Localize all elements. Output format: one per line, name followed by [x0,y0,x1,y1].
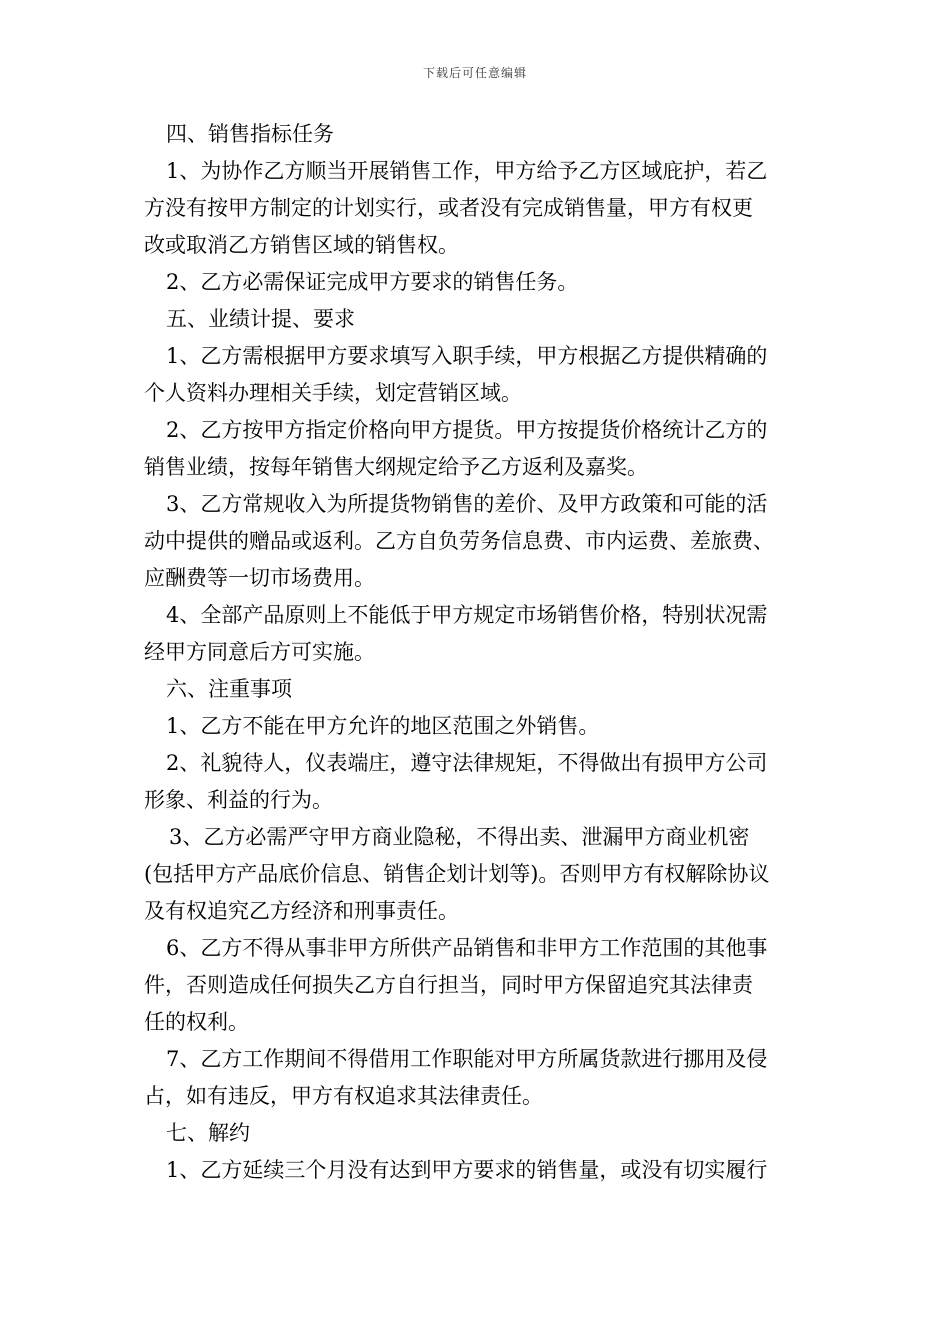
paragraph-line: 1、为协作乙方顺当开展销售工作，甲方给予乙方区域庇护，若乙 [166,159,768,183]
paragraph-line: 4、全部产品原则上不能低于甲方规定市场销售价格，特别状况需 [166,603,768,627]
paragraph-line: 占，如有违反，甲方有权追求其法律责任。 [144,1084,543,1108]
paragraph-line: 改或取消乙方销售区域的销售权。 [144,233,459,257]
paragraph-line: (包括甲方产品底价信息、销售企划计划等)。否则甲方有权解除协议 [144,862,770,886]
section-heading-5: 五、业绩计提、要求 [166,307,355,331]
paragraph-line: 件，否则造成任何损失乙方自行担当，同时甲方保留追究其法律责 [144,973,753,997]
paragraph-line: 动中提供的赠品或返利。乙方自负劳务信息费、市内运费、差旅费、 [144,529,774,553]
paragraph-line: 2、乙方按甲方指定价格向甲方提货。甲方按提货价格统计乙方的 [166,418,768,442]
section-heading-4: 四、销售指标任务 [166,122,334,146]
paragraph-line: 形象、利益的行为。 [144,788,333,812]
paragraph-line: 3、乙方必需严守甲方商业隐秘，不得出卖、泄漏甲方商业机密 [169,825,750,849]
paragraph-line: 2、礼貌待人，仪表端庄，遵守法律规矩，不得做出有损甲方公司 [166,751,768,775]
document-body [144,116,810,1189]
paragraph-line: 个人资料办理相关手续，划定营销区域。 [144,381,522,405]
paragraph-line: 3、乙方常规收入为所提货物销售的差价、及甲方政策和可能的活 [166,492,768,516]
section-heading-6: 六、注重事项 [166,677,292,701]
paragraph-line: 方没有按甲方制定的计划实行，或者没有完成销售量，甲方有权更 [144,196,753,220]
section-heading-7: 七、解约 [166,1121,250,1145]
page-header-note: 下载后可任意编辑 [422,66,527,80]
paragraph-line: 7、乙方工作期间不得借用工作职能对甲方所属货款进行挪用及侵 [166,1047,768,1071]
paragraph-line: 经甲方同意后方可实施。 [144,640,375,664]
paragraph-line: 及有权追究乙方经济和刑事责任。 [144,899,459,923]
paragraph-line: 1、乙方延续三个月没有达到甲方要求的销售量，或没有切实履行 [166,1158,768,1182]
paragraph-line: 1、乙方需根据甲方要求填写入职手续，甲方根据乙方提供精确的 [166,344,768,368]
paragraph-line: 6、乙方不得从事非甲方所供产品销售和非甲方工作范围的其他事 [166,936,768,960]
paragraph-line: 销售业绩，按每年销售大纲规定给予乙方返利及嘉奖。 [144,455,648,479]
paragraph-line: 应酬费等一切市场费用。 [144,566,375,590]
paragraph-line: 任的权利。 [144,1010,249,1034]
paragraph-line: 1、乙方不能在甲方允许的地区范围之外销售。 [166,714,600,738]
paragraph-line: 2、乙方必需保证完成甲方要求的销售任务。 [166,270,579,294]
